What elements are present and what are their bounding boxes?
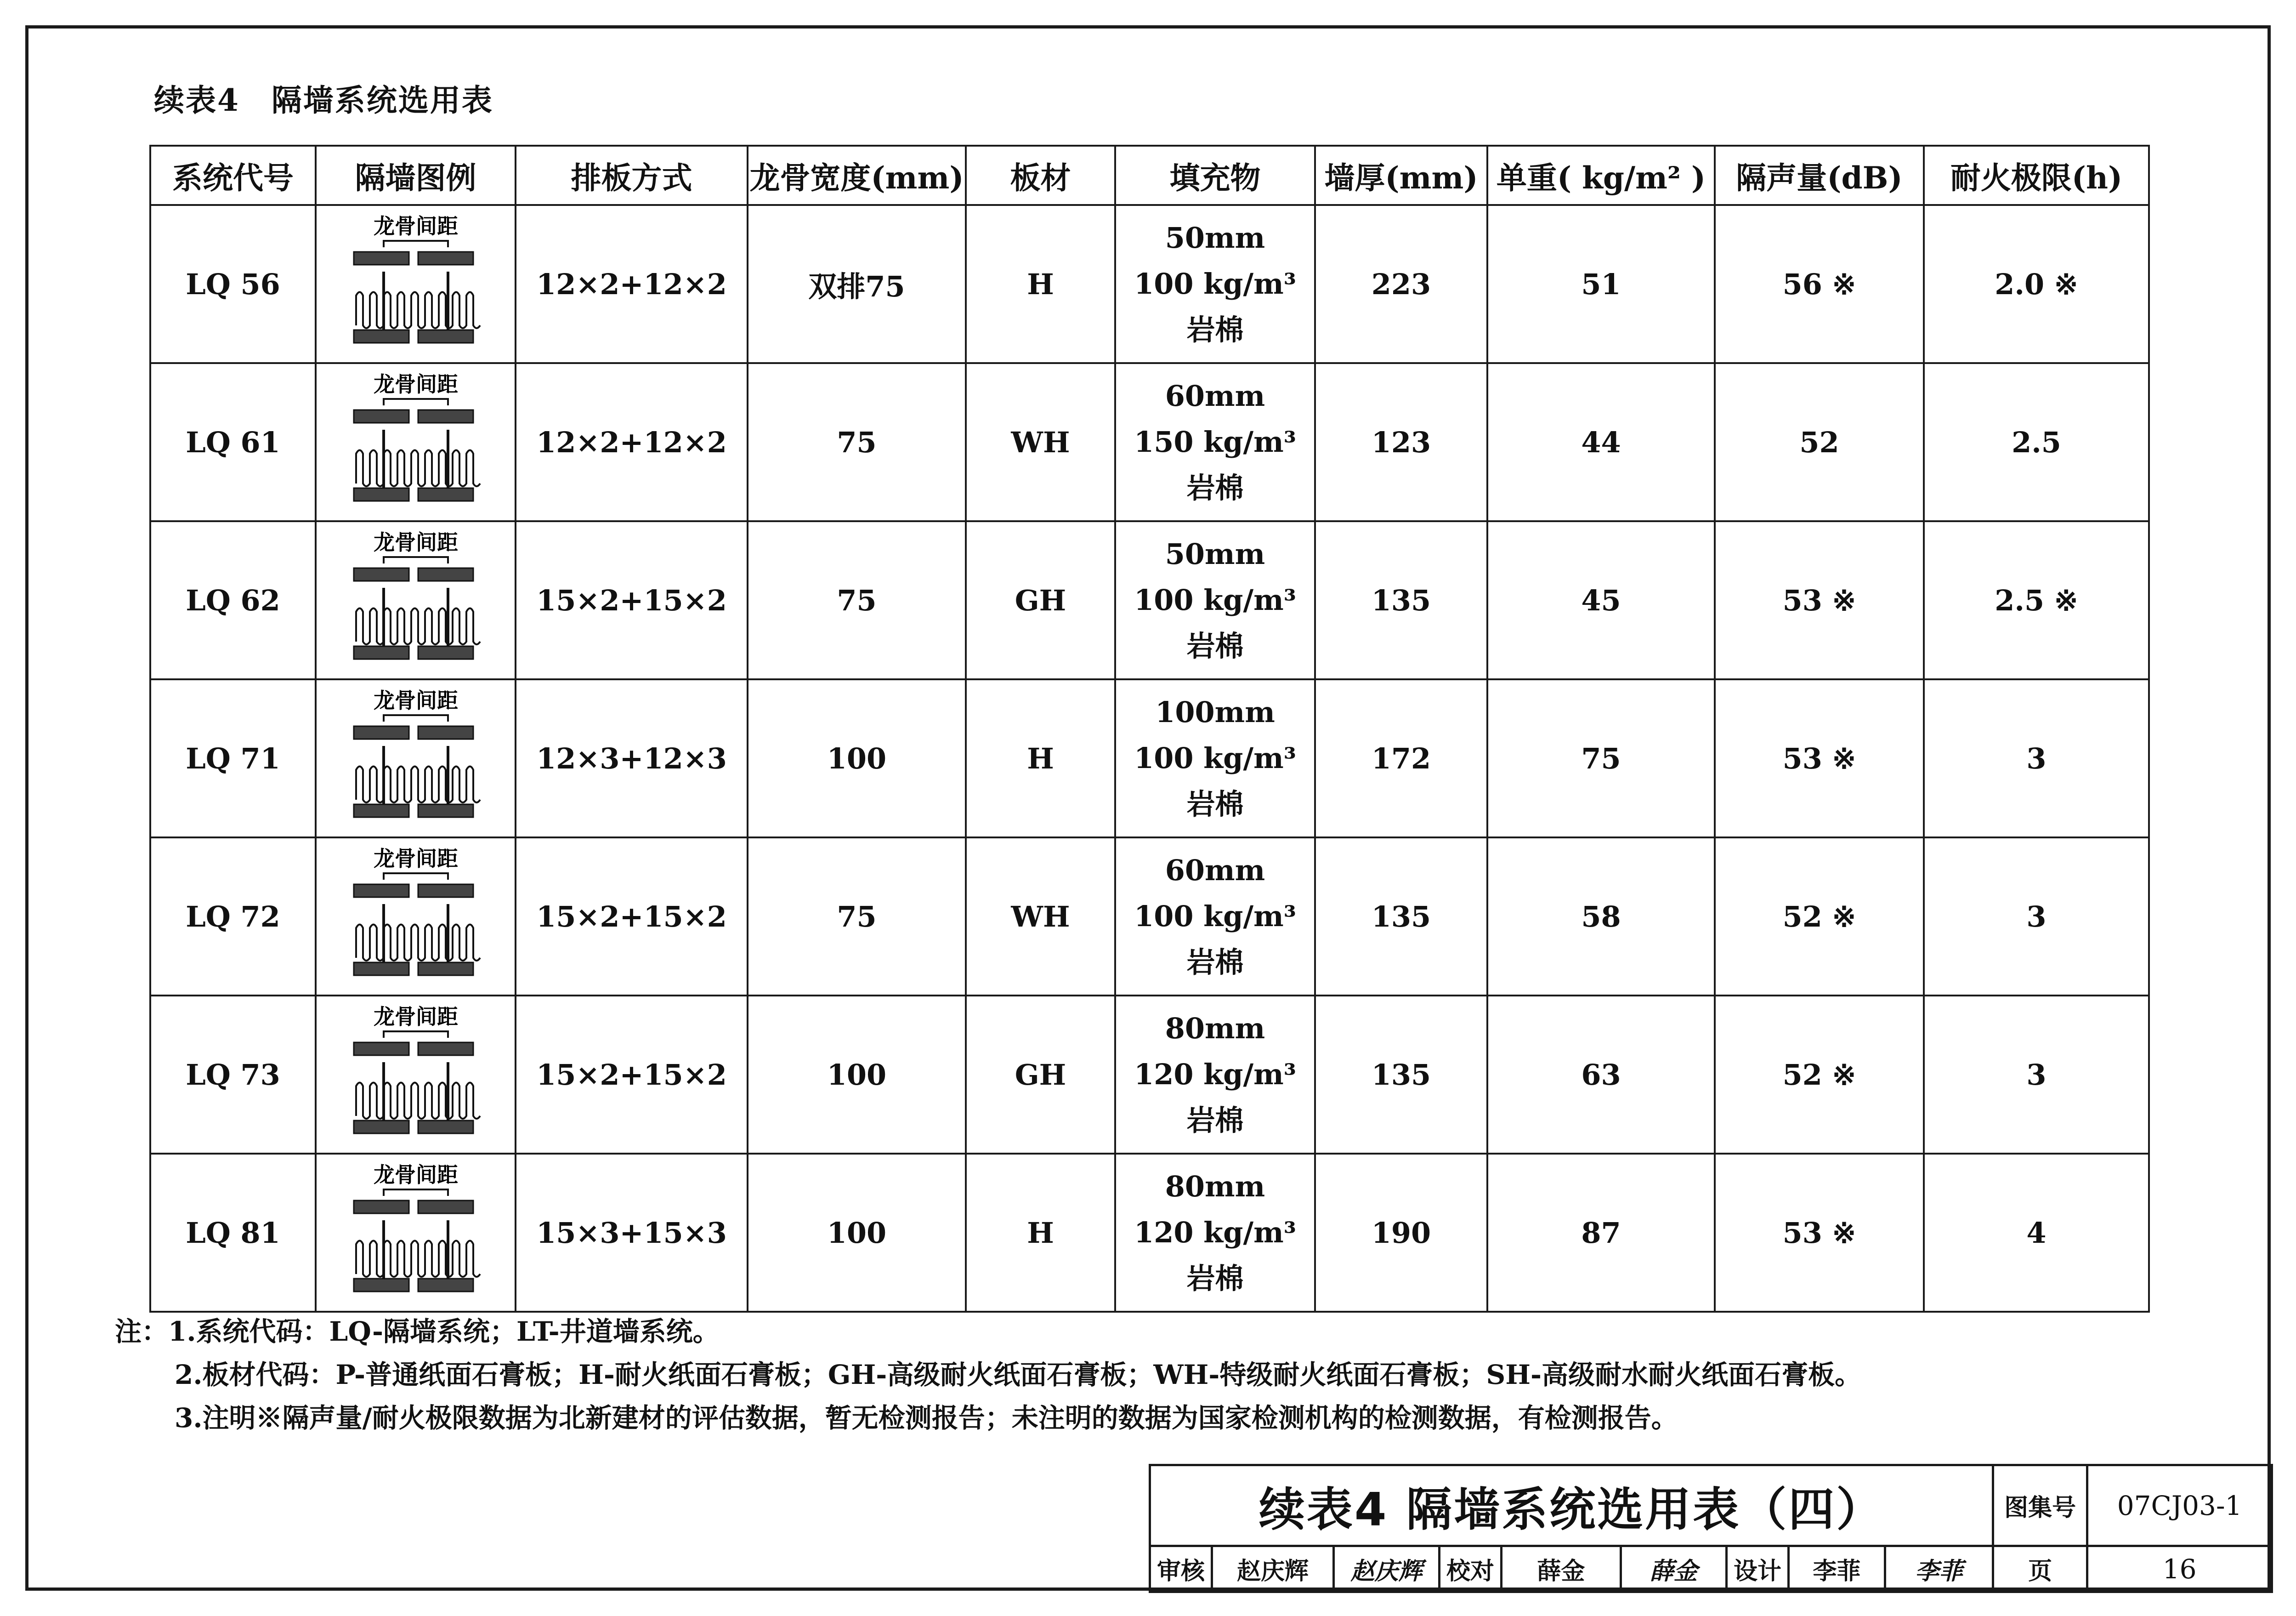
system-code: LQ 81 (150, 1154, 316, 1312)
header-stud-width: 龙骨宽度(mm) (748, 146, 966, 205)
wall-thickness: 190 (1315, 1154, 1487, 1312)
filler-line: 岩棉 (1186, 313, 1244, 347)
board-layout: 15×2+15×2 (516, 521, 748, 679)
header-system-code: 系统代号 (150, 146, 316, 205)
wall-figure (316, 837, 516, 996)
check-label: 校对 (1440, 1546, 1502, 1592)
table-caption: 续表4 隔墙系统选用表 (154, 82, 493, 118)
header-wall-figure: 隔墙图例 (316, 146, 516, 205)
wall-figure (316, 205, 516, 363)
unit-weight: 44 (1487, 363, 1715, 521)
designer-name: 李菲 (1789, 1546, 1885, 1592)
partition-selection-table (149, 145, 2150, 1313)
filler-line: 岩棉 (1186, 471, 1244, 505)
gypsum-board-layer (418, 410, 473, 423)
wall-thickness: 223 (1315, 205, 1487, 363)
spacing-dimension-icon (384, 1189, 448, 1196)
rock-wool-fill-icon (356, 609, 480, 645)
filler-line: 岩棉 (1186, 787, 1244, 821)
fire-rating: 3 (1924, 996, 2149, 1154)
wall-thickness: 123 (1315, 363, 1487, 521)
spacing-dimension-icon (384, 557, 448, 563)
wall-section-figure (345, 1164, 487, 1302)
filler (1115, 205, 1315, 363)
stud-spacing-label: 龙骨间距 (373, 848, 458, 871)
spacing-dimension-icon (384, 715, 448, 722)
header-fire-rating: 耐火极限(h) (1924, 146, 2149, 205)
wall-thickness: 135 (1315, 996, 1487, 1154)
gypsum-board-layer (354, 488, 409, 501)
filler-line: 岩棉 (1186, 1262, 1244, 1295)
note-2: 2.板材代码：P-普通纸面石膏板；H-耐火纸面石膏板；GH-高级耐火纸面石膏板；WH-特级耐火纸面石膏板；SH-高级耐水耐火纸面石膏板。 (175, 1359, 1862, 1390)
filler-line: 100mm (1155, 695, 1275, 729)
board-layout: 12×3+12×3 (516, 679, 748, 837)
wall-figure (316, 1154, 516, 1312)
board-layout: 15×2+15×2 (516, 837, 748, 996)
fire-rating: 2.5 (1924, 363, 2149, 521)
gypsum-board-layer (354, 646, 409, 659)
stud-spacing-label: 龙骨间距 (373, 1006, 458, 1029)
unit-weight: 45 (1487, 521, 1715, 679)
table-row (150, 205, 2149, 363)
board-type: WH (966, 837, 1115, 996)
header-filler: 填充物 (1115, 146, 1315, 205)
stud-width: 100 (748, 996, 966, 1154)
gypsum-board-layer (418, 884, 473, 897)
gypsum-board-layer (418, 488, 473, 501)
table-row (150, 996, 2149, 1154)
stud-width: 100 (748, 1154, 966, 1312)
atlas-number-label: 图集号 (1993, 1465, 2087, 1546)
sound-insulation: 52 ※ (1715, 837, 1924, 996)
gypsum-board-layer (418, 252, 473, 265)
sound-insulation: 52 (1715, 363, 1924, 521)
gypsum-board-layer (354, 1201, 409, 1213)
wall-thickness: 135 (1315, 837, 1487, 996)
gypsum-board-layer (418, 1121, 473, 1133)
notes (115, 1310, 1861, 1440)
stud-width: 75 (748, 521, 966, 679)
stud-spacing-label: 龙骨间距 (373, 373, 458, 397)
checker-signature: 薛金 (1621, 1546, 1727, 1592)
gypsum-board-layer (418, 646, 473, 659)
gypsum-board-layer (354, 962, 409, 975)
gypsum-board-layer (354, 330, 409, 343)
gypsum-board-layer (418, 962, 473, 975)
gypsum-board-layer (418, 568, 473, 581)
system-code: LQ 61 (150, 363, 316, 521)
stud-width: 双排75 (748, 205, 966, 363)
filler-line: 岩棉 (1186, 1104, 1244, 1137)
wall-thickness: 172 (1315, 679, 1487, 837)
table-row (150, 521, 2149, 679)
reviewer-name: 赵庆辉 (1212, 1546, 1334, 1592)
rock-wool-fill-icon (356, 292, 480, 329)
gypsum-board-layer (354, 568, 409, 581)
checker-name: 薛金 (1502, 1546, 1621, 1592)
spacing-dimension-icon (384, 399, 448, 405)
gypsum-board-layer (354, 1121, 409, 1133)
gypsum-board-layer (418, 1201, 473, 1213)
rock-wool-fill-icon (356, 767, 480, 803)
unit-weight: 63 (1487, 996, 1715, 1154)
header-wall-thickness: 墙厚(mm) (1315, 146, 1487, 205)
board-type: H (966, 679, 1115, 837)
filler-line: 100 kg/m³ (1134, 741, 1296, 775)
board-type: WH (966, 363, 1115, 521)
fire-rating: 3 (1924, 679, 2149, 837)
spacing-dimension-icon (384, 241, 448, 247)
rock-wool-fill-icon (356, 1083, 480, 1119)
drawing-title: 续表4 隔墙系统选用表（四） (1150, 1465, 1993, 1546)
wall-figure (316, 363, 516, 521)
gypsum-board-layer (418, 804, 473, 817)
note-3: 3.注明※隔声量/耐火极限数据为北新建材的评估数据，暂无检测报告；未注明的数据为国家检测机构的检测数据，有检测报告。 (175, 1402, 1678, 1434)
wall-section-figure (345, 215, 487, 353)
filler-line: 80mm (1165, 1170, 1265, 1203)
header-unit-weight: 单重( kg/m² ) (1487, 146, 1715, 205)
board-layout: 15×3+15×3 (516, 1154, 748, 1312)
sound-insulation: 53 ※ (1715, 679, 1924, 837)
filler-line: 120 kg/m³ (1134, 1058, 1296, 1091)
table-row (150, 679, 2149, 837)
filler (1115, 837, 1315, 996)
system-code: LQ 72 (150, 837, 316, 996)
page-number: 16 (2087, 1546, 2272, 1592)
board-layout: 12×2+12×2 (516, 363, 748, 521)
filler-line: 150 kg/m³ (1134, 425, 1296, 459)
system-code: LQ 73 (150, 996, 316, 1154)
atlas-number: 07CJ03-1 (2087, 1465, 2272, 1546)
header-board-layout: 排板方式 (516, 146, 748, 205)
page-label: 页 (1993, 1546, 2087, 1592)
filler (1115, 363, 1315, 521)
filler (1115, 1154, 1315, 1312)
stud-spacing-label: 龙骨间距 (373, 531, 458, 555)
wall-section-figure (345, 531, 487, 669)
table-row (150, 1154, 2149, 1312)
filler-line: 120 kg/m³ (1134, 1216, 1296, 1249)
gypsum-board-layer (354, 410, 409, 423)
sound-insulation: 53 ※ (1715, 521, 1924, 679)
system-code: LQ 56 (150, 205, 316, 363)
unit-weight: 58 (1487, 837, 1715, 996)
gypsum-board-layer (354, 1279, 409, 1292)
system-code: LQ 62 (150, 521, 316, 679)
wall-figure (316, 679, 516, 837)
header-board-type: 板材 (966, 146, 1115, 205)
filler-line: 60mm (1165, 854, 1265, 887)
board-type: GH (966, 521, 1115, 679)
gypsum-board-layer (418, 330, 473, 343)
fire-rating: 4 (1924, 1154, 2149, 1312)
filler (1115, 679, 1315, 837)
gypsum-board-layer (354, 252, 409, 265)
wall-figure (316, 521, 516, 679)
filler-line: 100 kg/m³ (1134, 267, 1296, 301)
unit-weight: 87 (1487, 1154, 1715, 1312)
board-type: H (966, 205, 1115, 363)
filler-line: 岩棉 (1186, 629, 1244, 663)
board-type: H (966, 1154, 1115, 1312)
gypsum-board-layer (354, 804, 409, 817)
rock-wool-fill-icon (356, 1241, 480, 1277)
unit-weight: 75 (1487, 679, 1715, 837)
sound-insulation: 53 ※ (1715, 1154, 1924, 1312)
gypsum-board-layer (354, 726, 409, 739)
gypsum-board-layer (354, 884, 409, 897)
title-block (1149, 1464, 2273, 1593)
filler-line: 60mm (1165, 379, 1265, 413)
wall-section-figure (345, 848, 487, 985)
filler-line: 50mm (1165, 537, 1265, 571)
review-label: 审核 (1150, 1546, 1212, 1592)
stud-spacing-label: 龙骨间距 (373, 215, 458, 239)
filler (1115, 996, 1315, 1154)
fire-rating: 3 (1924, 837, 2149, 996)
design-label: 设计 (1727, 1546, 1789, 1592)
stud-spacing-label: 龙骨间距 (373, 1164, 458, 1187)
unit-weight: 51 (1487, 205, 1715, 363)
table-row (150, 363, 2149, 521)
system-code: LQ 71 (150, 679, 316, 837)
spacing-dimension-icon (384, 1031, 448, 1038)
filler-line: 80mm (1165, 1012, 1265, 1045)
header-row (150, 146, 2149, 205)
note-1: 注：1.系统代码：LQ-隔墙系统；LT-井道墙系统。 (115, 1316, 720, 1347)
spacing-dimension-icon (384, 873, 448, 880)
filler-line: 50mm (1165, 221, 1265, 255)
gypsum-board-layer (354, 1042, 409, 1055)
filler-line: 100 kg/m³ (1134, 899, 1296, 933)
fire-rating: 2.5 ※ (1924, 521, 2149, 679)
stud-spacing-label: 龙骨间距 (373, 689, 458, 713)
fire-rating: 2.0 ※ (1924, 205, 2149, 363)
designer-signature: 李菲 (1885, 1546, 1993, 1592)
wall-thickness: 135 (1315, 521, 1487, 679)
reviewer-signature: 赵庆辉 (1334, 1546, 1440, 1592)
filler-line: 100 kg/m³ (1134, 583, 1296, 617)
header-sound-insulation: 隔声量(dB) (1715, 146, 1924, 205)
board-layout: 12×2+12×2 (516, 205, 748, 363)
board-layout: 15×2+15×2 (516, 996, 748, 1154)
stud-width: 75 (748, 837, 966, 996)
gypsum-board-layer (418, 1279, 473, 1292)
table-row (150, 837, 2149, 996)
stud-width: 75 (748, 363, 966, 521)
rock-wool-fill-icon (356, 925, 480, 961)
filler-line: 岩棉 (1186, 945, 1244, 979)
wall-section-figure (345, 689, 487, 827)
sound-insulation: 52 ※ (1715, 996, 1924, 1154)
gypsum-board-layer (418, 1042, 473, 1055)
stud-width: 100 (748, 679, 966, 837)
sound-insulation: 56 ※ (1715, 205, 1924, 363)
wall-section-figure (345, 1006, 487, 1144)
board-type: GH (966, 996, 1115, 1154)
rock-wool-fill-icon (356, 450, 480, 487)
filler (1115, 521, 1315, 679)
wall-figure (316, 996, 516, 1154)
gypsum-board-layer (418, 726, 473, 739)
wall-section-figure (345, 373, 487, 511)
